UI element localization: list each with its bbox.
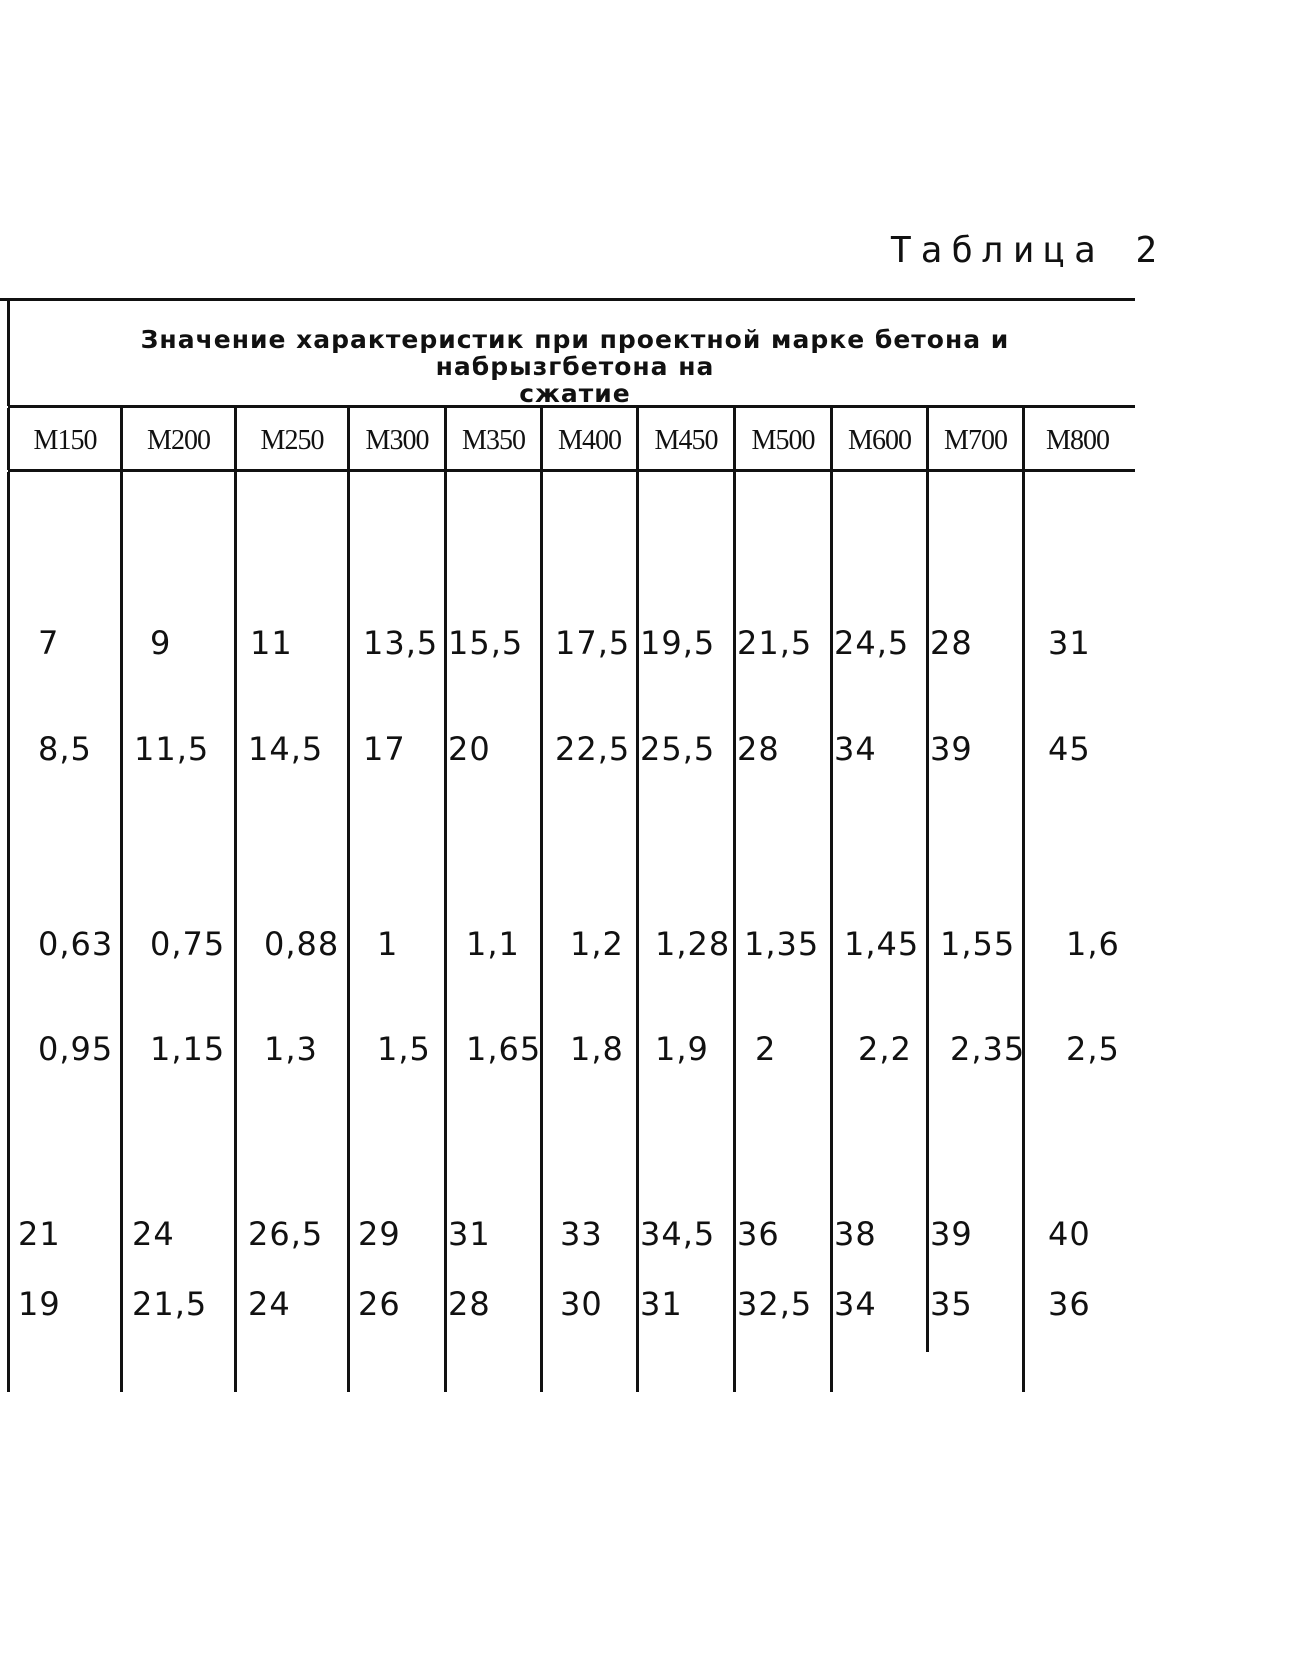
table-cell: 38 bbox=[834, 1215, 877, 1253]
group-header bbox=[20, 326, 1130, 407]
table-cell: 1,35 bbox=[744, 925, 820, 963]
table-cell: 1 bbox=[377, 925, 399, 963]
table-cell: 1,45 bbox=[844, 925, 920, 963]
column-divider bbox=[926, 472, 929, 1352]
table-cell: 1,9 bbox=[655, 1030, 709, 1068]
column-divider bbox=[347, 472, 350, 1392]
table-cell: 28 bbox=[930, 624, 973, 662]
table-cell: 24,5 bbox=[834, 624, 910, 662]
table-cell: 0,95 bbox=[38, 1030, 114, 1068]
column-header-m350: M350 bbox=[462, 425, 525, 456]
table-cell: 1,65 bbox=[466, 1030, 542, 1068]
table-cell: 26 bbox=[358, 1285, 401, 1323]
table-cell: 31 bbox=[448, 1215, 491, 1253]
column-divider bbox=[636, 472, 639, 1392]
column-header-m250: M250 bbox=[260, 425, 324, 456]
table-cell: 21,5 bbox=[132, 1285, 208, 1323]
column-header-m700: M700 bbox=[944, 425, 1007, 456]
column-divider bbox=[444, 472, 447, 1392]
column-divider bbox=[830, 472, 833, 1392]
table-cell: 36 bbox=[737, 1215, 780, 1253]
table-cell: 1,28 bbox=[655, 925, 731, 963]
column-header-m600: M600 bbox=[848, 425, 911, 456]
table-cell: 0,75 bbox=[150, 925, 226, 963]
table-top-rule bbox=[0, 298, 1135, 301]
table-cell: 36 bbox=[1048, 1285, 1091, 1323]
table-cell: 14,5 bbox=[248, 730, 324, 768]
column-divider bbox=[120, 472, 123, 1392]
table-cell: 21,5 bbox=[737, 624, 813, 662]
group-header-line-2: сжатие bbox=[519, 379, 631, 408]
table-cell: 1,55 bbox=[940, 925, 1016, 963]
table-cell: 11,5 bbox=[134, 730, 210, 768]
table-cell: 39 bbox=[930, 1215, 973, 1253]
table-cell: 25,5 bbox=[640, 730, 716, 768]
column-header-m500: M500 bbox=[751, 425, 815, 456]
table-cell: 17 bbox=[363, 730, 406, 768]
table-cell: 28 bbox=[448, 1285, 491, 1323]
group-header-line-1: Значение характеристик при проектной марке бетона и набрызгбетона на bbox=[140, 325, 1010, 381]
table-cell: 1,2 bbox=[570, 925, 624, 963]
table-cell: 31 bbox=[640, 1285, 683, 1323]
table-cell: 34,5 bbox=[640, 1215, 716, 1253]
table-cell: 19,5 bbox=[640, 624, 716, 662]
header-bottom-rule bbox=[8, 469, 1135, 472]
table-cell: 31 bbox=[1048, 624, 1091, 662]
header-left-border bbox=[7, 300, 10, 406]
table-cell: 2 bbox=[755, 1030, 777, 1068]
table-cell: 11 bbox=[250, 624, 293, 662]
table-cell: 2,35 bbox=[950, 1030, 1026, 1068]
table-cell: 1,5 bbox=[377, 1030, 431, 1068]
column-divider bbox=[7, 472, 10, 1392]
table-cell: 24 bbox=[248, 1285, 291, 1323]
table-cell: 0,88 bbox=[264, 925, 340, 963]
column-header-m800: M800 bbox=[1046, 425, 1109, 456]
table-cell: 22,5 bbox=[555, 730, 631, 768]
column-divider bbox=[1022, 472, 1025, 1392]
table-cell: 13,5 bbox=[363, 624, 439, 662]
table-cell: 8,5 bbox=[38, 730, 92, 768]
table-cell: 39 bbox=[930, 730, 973, 768]
table-cell: 7 bbox=[38, 624, 60, 662]
table-cell: 15,5 bbox=[448, 624, 524, 662]
column-divider bbox=[540, 472, 543, 1392]
table-cell: 28 bbox=[737, 730, 780, 768]
table-cell: 1,1 bbox=[466, 925, 520, 963]
table-cell: 33 bbox=[560, 1215, 603, 1253]
table-cell: 30 bbox=[560, 1285, 603, 1323]
column-header-m300: M300 bbox=[365, 425, 429, 456]
table-cell: 20 bbox=[448, 730, 491, 768]
column-header-m150: M150 bbox=[33, 425, 97, 456]
table-cell: 2,2 bbox=[858, 1030, 912, 1068]
table-cell: 1,3 bbox=[264, 1030, 318, 1068]
table-cell: 34 bbox=[834, 1285, 877, 1323]
table-cell: 24 bbox=[132, 1215, 175, 1253]
table-cell: 45 bbox=[1048, 730, 1091, 768]
column-header-m200: M200 bbox=[147, 425, 210, 456]
table-cell: 1,6 bbox=[1066, 925, 1120, 963]
table-cell: 1,8 bbox=[570, 1030, 624, 1068]
table-cell: 29 bbox=[358, 1215, 401, 1253]
table-cell: 40 bbox=[1048, 1215, 1091, 1253]
table-cell: 9 bbox=[150, 624, 172, 662]
column-divider bbox=[733, 472, 736, 1392]
table-cell: 35 bbox=[930, 1285, 973, 1323]
table-caption: Таблица 2 bbox=[890, 230, 1167, 271]
table-cell: 1,15 bbox=[150, 1030, 226, 1068]
table-cell: 21 bbox=[18, 1215, 61, 1253]
table-cell: 34 bbox=[834, 730, 877, 768]
table-cell: 19 bbox=[18, 1285, 61, 1323]
table-cell: 2,5 bbox=[1066, 1030, 1120, 1068]
column-header-m450: M450 bbox=[654, 425, 718, 456]
column-divider bbox=[234, 472, 237, 1392]
table-cell: 32,5 bbox=[737, 1285, 813, 1323]
column-header-m400: M400 bbox=[558, 425, 621, 456]
table-cell: 0,63 bbox=[38, 925, 114, 963]
table-cell: 17,5 bbox=[555, 624, 631, 662]
table-cell: 26,5 bbox=[248, 1215, 324, 1253]
